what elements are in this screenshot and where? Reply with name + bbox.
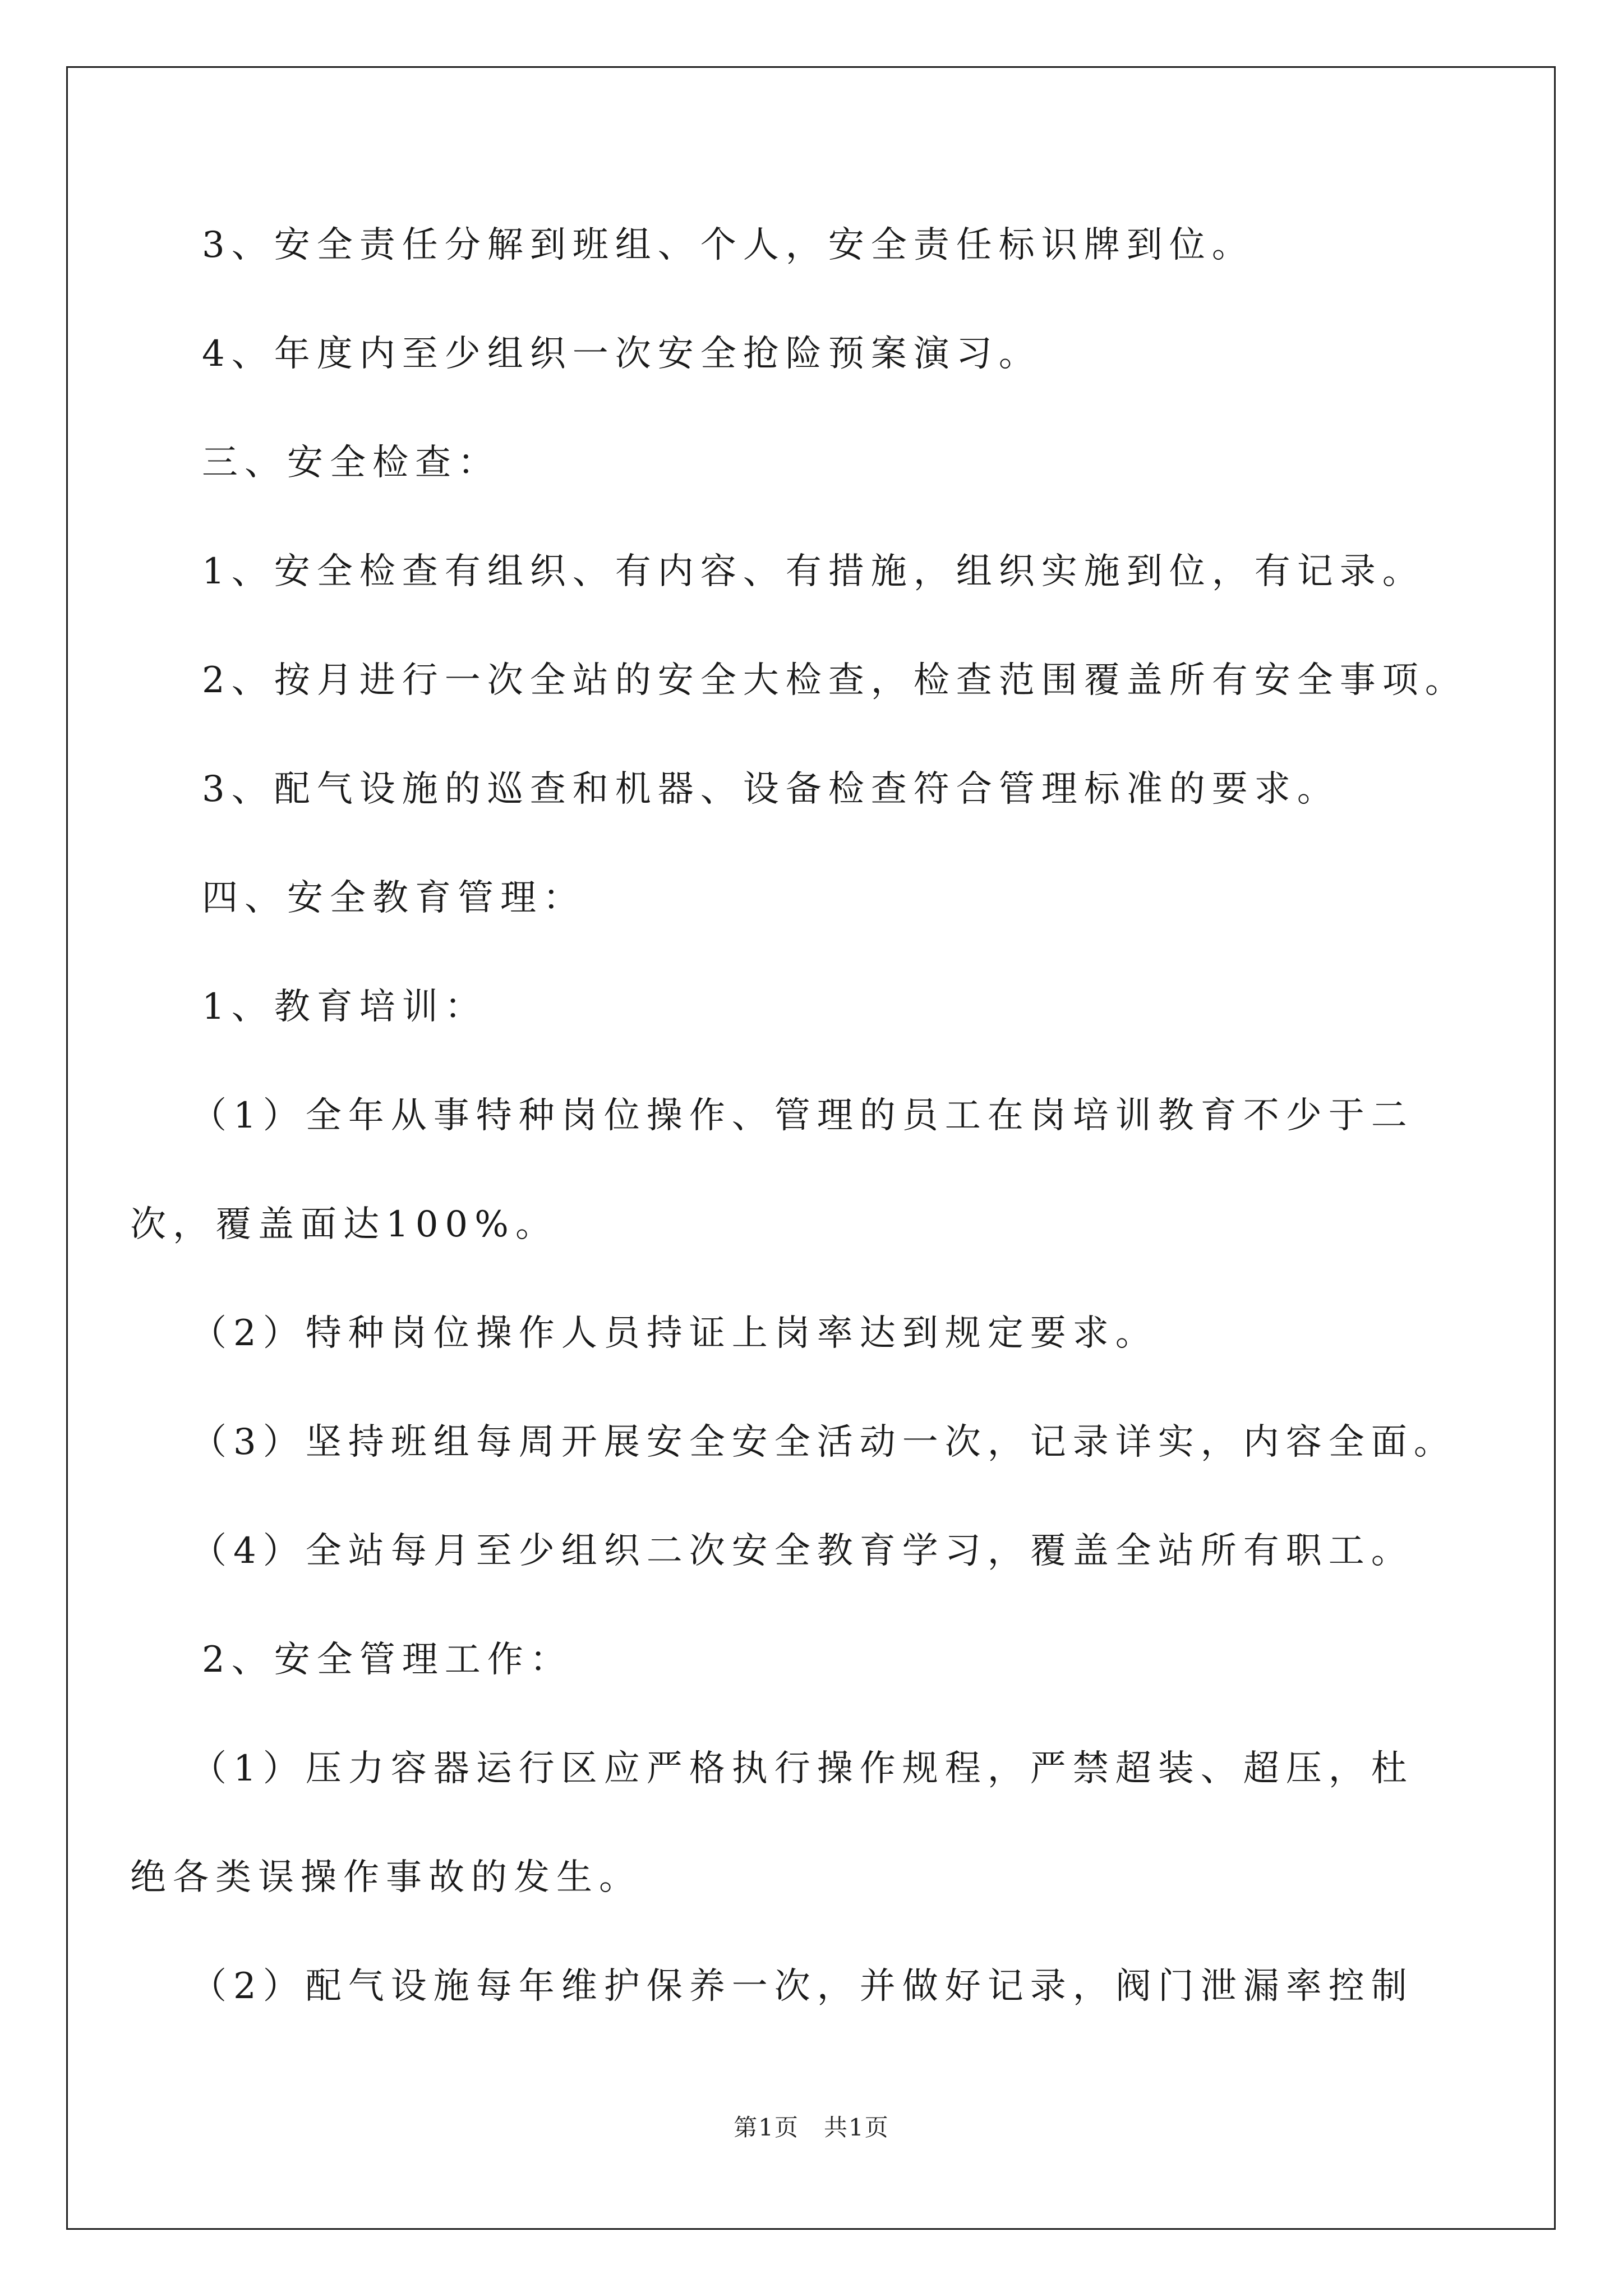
paragraph: （2）特种岗位操作人员持证上岗率达到规定要求。 xyxy=(191,1313,1158,1354)
paragraph: 2、按月进行一次全站的安全大检查，检查范围覆盖所有安全事项。 xyxy=(202,660,1468,701)
paragraph-continuation: 绝各类误操作事故的发生。 xyxy=(130,1857,642,1898)
paragraph: 1、安全检查有组织、有内容、有措施，组织实施到位，有记录。 xyxy=(202,551,1425,592)
paragraph: （1）压力容器运行区应严格执行操作规程，严禁超装、超压，杜 xyxy=(191,1748,1414,1789)
paragraph: （1）全年从事特种岗位操作、管理的员工在岗培训教育不少于二 xyxy=(191,1095,1414,1137)
subsection-heading: 2、安全管理工作： xyxy=(202,1639,573,1681)
paragraph: （3）坚持班组每周开展安全安全活动一次，记录详实，内容全面。 xyxy=(191,1421,1456,1463)
page-number-footer: 第1页 共1页 xyxy=(734,2114,889,2141)
paragraph: 3、安全责任分解到班组、个人，安全责任标识牌到位。 xyxy=(202,224,1255,266)
paragraph: 4、年度内至少组织一次安全抢险预案演习。 xyxy=(202,333,1041,375)
paragraph: 3、配气设施的巡查和机器、设备检查符合管理标准的要求。 xyxy=(202,769,1340,810)
section-heading: 三、安全检查： xyxy=(202,442,500,484)
subsection-heading: 1、教育培训： xyxy=(202,986,487,1028)
paragraph: （4）全站每月至少组织二次安全教育学习，覆盖全站所有职工。 xyxy=(191,1530,1414,1572)
paragraph-continuation: 次，覆盖面达100%。 xyxy=(130,1204,558,1245)
document-body xyxy=(130,191,1493,2041)
paragraph: （2）配气设施每年维护保养一次，并做好记录，阀门泄漏率控制 xyxy=(191,1966,1414,2007)
section-heading: 四、安全教育管理： xyxy=(202,877,585,919)
